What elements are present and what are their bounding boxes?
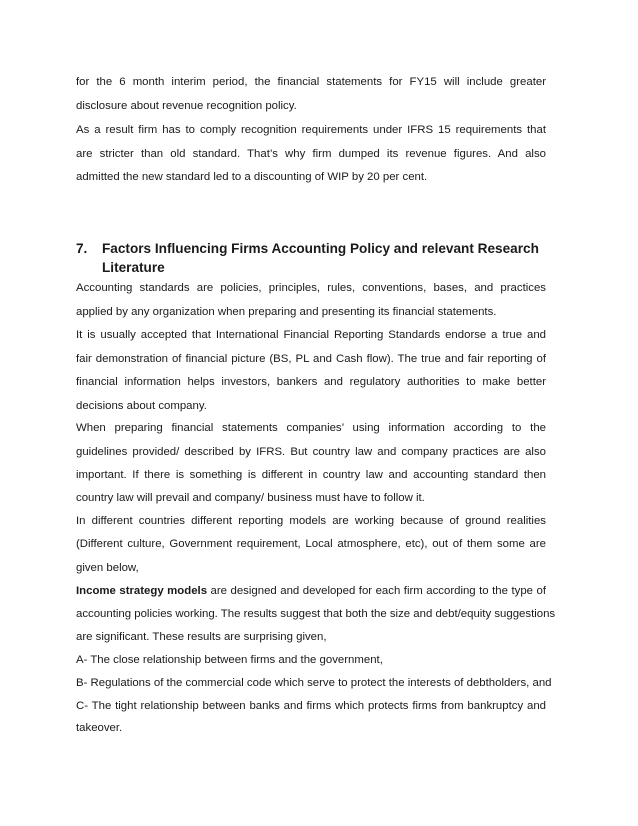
list-item-b: B- Regulations of the commercial code which serve to protect the interests of debtholders, and [76, 677, 552, 689]
section-title-line-1: Factors Influencing Firms Accounting Policy and relevant Research [102, 241, 539, 256]
paragraph-line: decisions about company. [76, 400, 207, 412]
paragraph-line: In different countries different reporting models are working because of ground realities [76, 515, 546, 527]
paragraph-text: are designed and developed for each firm according to the type of [207, 585, 546, 597]
bold-term: Income strategy models [76, 585, 208, 597]
section-number: 7. [76, 241, 88, 256]
paragraph-line: country law will prevail and company/ business must have to follow it. [76, 492, 425, 504]
paragraph-line: accounting policies working. The results suggest that both the size and debt/equity suggestions [76, 608, 556, 620]
paragraph-line: As a result firm has to comply recognition requirements under IFRS 15 requirements that [76, 124, 546, 136]
paragraph-line: are significant. These results are surprising given, [76, 631, 327, 643]
paragraph-line: applied by any organization when preparing and presenting its financial statements. [76, 306, 497, 318]
paragraph-line: disclosure about revenue recognition policy. [76, 100, 297, 112]
paragraph-line: given below, [76, 562, 139, 574]
paragraph-line: guidelines provided/ described by IFRS. But country law and company practices are also [76, 446, 546, 458]
paragraph-line: When preparing financial statements companies’ using information according to the [76, 422, 546, 434]
list-item-a: A- The close relationship between firms and the government, [76, 654, 383, 666]
paragraph-line [76, 584, 546, 598]
section-title-line-2: Literature [102, 260, 165, 275]
paragraph-line: are stricter than old standard. That’s why firm dumped its revenue figures. And also [76, 148, 546, 160]
paragraph-line: Accounting standards are policies, principles, rules, conventions, bases, and practices [76, 282, 546, 294]
paragraph-line: for the 6 month interim period, the financial statements for FY15 will include greater [76, 76, 546, 88]
paragraph-line: financial information helps investors, bankers and regulatory authorities to make better [76, 376, 546, 388]
list-item-c-cont: takeover. [76, 722, 123, 734]
list-item-c: C- The tight relationship between banks and firms which protects firms from bankruptcy and [76, 700, 546, 712]
paragraph-line: important. If there is something is different in country law and accounting standard then [76, 469, 546, 481]
paragraph-line: It is usually accepted that International Financial Reporting Standards endorse a true and [76, 329, 546, 341]
paragraph-line: fair demonstration of financial picture (BS, PL and Cash flow). The true and fair reporting of [76, 353, 546, 365]
paragraph-line: admitted the new standard led to a discounting of WIP by 20 per cent. [76, 171, 428, 183]
paragraph-line: (Different culture, Government requirement, Local atmosphere, etc), out of them some are [76, 538, 546, 550]
